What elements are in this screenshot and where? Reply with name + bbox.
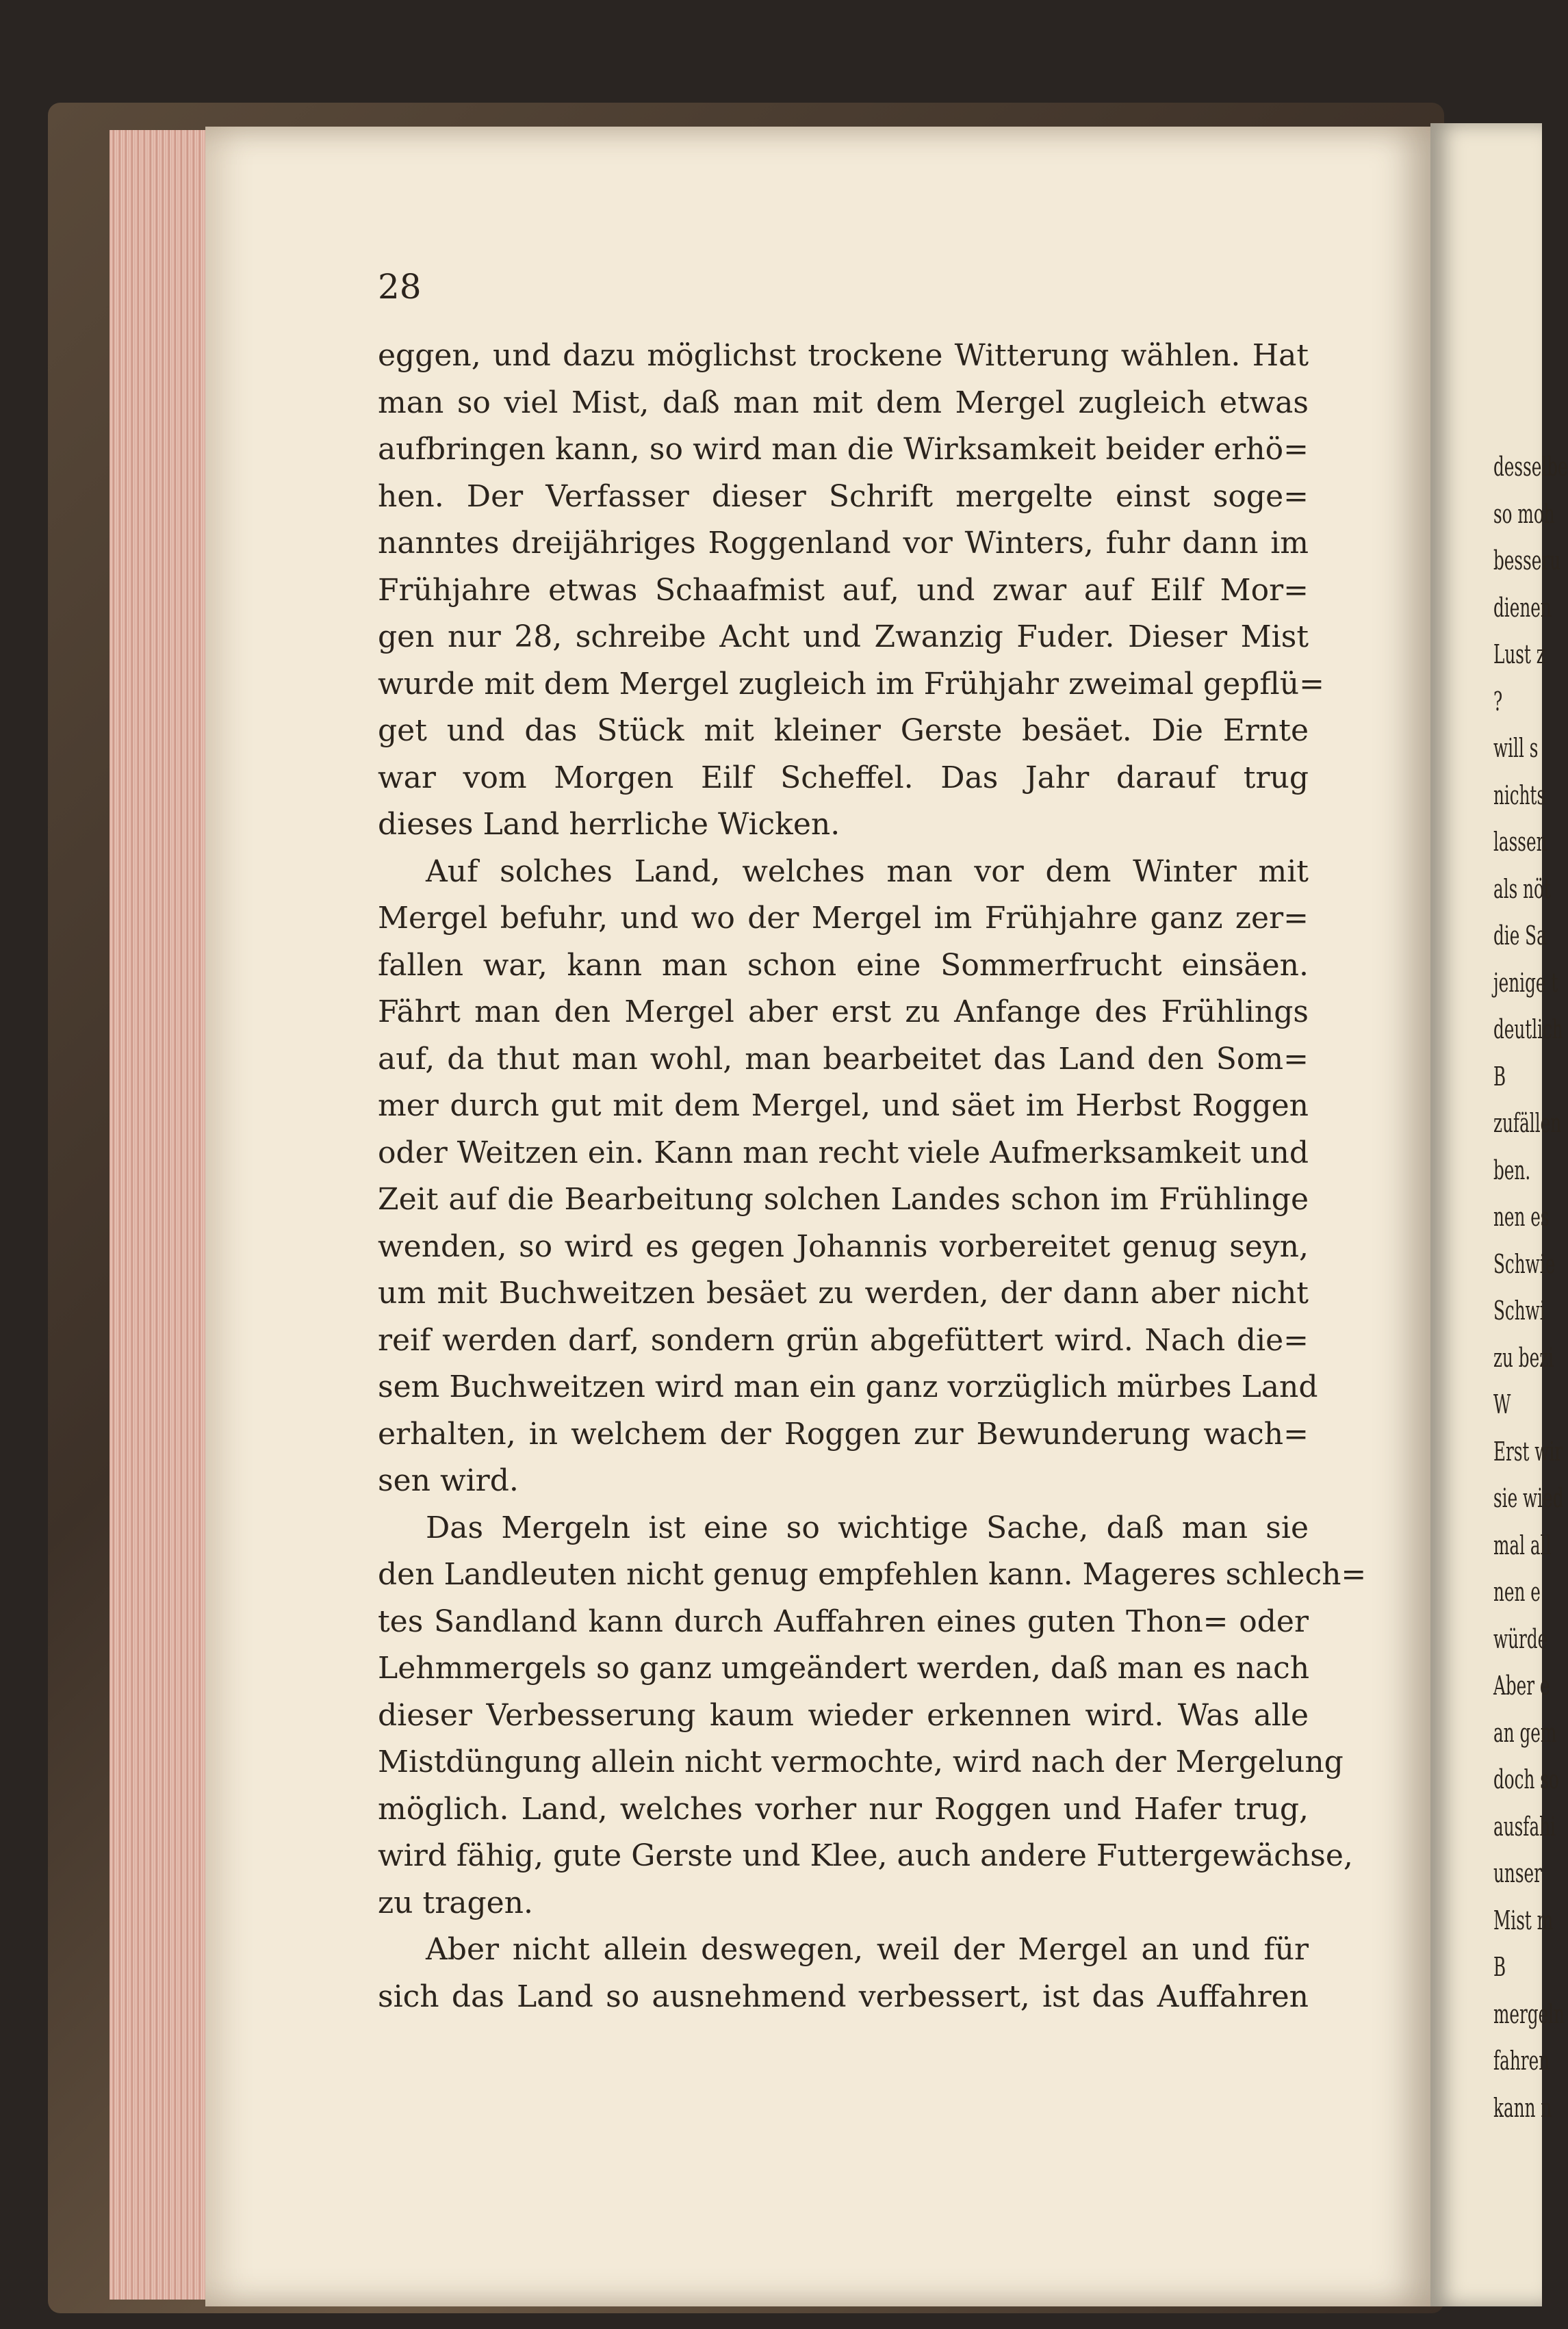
text-line: dieser Verbesserung kaum wieder erkennen wird. Was alle (378, 1697, 1309, 1733)
facing-page-fragment: nen e (1493, 1577, 1541, 1607)
text-line: get und das Stück mit kleiner Gerste besäet. Die Ernte (378, 713, 1309, 748)
text-line: den Landleuten nicht genug empfehlen kann. Mageres schlech= (378, 1557, 1367, 1592)
text-line: eggen, und dazu möglichst trockene Witterung wählen. Hat (378, 338, 1309, 373)
text-line: war vom Morgen Eilf Scheffel. Das Jahr darauf trug (378, 760, 1309, 795)
facing-page-fragment: fahren (1493, 2046, 1550, 2076)
facing-page-fragment: jenige t (1493, 967, 1558, 998)
text-line: reif werden darf, sondern grün abgefüttert wird. Nach die= (378, 1322, 1309, 1358)
facing-page-fragment: Aber e (1493, 1671, 1550, 1701)
facing-page-fragment: Schwie (1493, 1248, 1556, 1279)
text-line: hen. Der Verfasser dieser Schrift mergelte einst soge= (378, 478, 1309, 514)
text-line: Fährt man den Mergel aber erst zu Anfange des Frühlings (378, 994, 1309, 1029)
facing-page-fragment: Mist m (1493, 1905, 1554, 1935)
facing-page-fragment: besseru (1493, 545, 1561, 576)
facing-page-fragment: ? (1493, 686, 1503, 717)
facing-page-fragment: mal all (1493, 1530, 1552, 1560)
text-line: tes Sandland kann durch Auffahren eines guten Thon= oder (378, 1604, 1309, 1639)
facing-page-fragment: Schwi (1493, 1296, 1545, 1326)
facing-page-fragment: deutlich (1493, 1014, 1563, 1044)
text-line: aufbringen kann, so wird man die Wirksamkeit beider erhö= (378, 432, 1309, 467)
text-line: Mistdüngung allein nicht vermochte, wird nach der Mergelung (378, 1745, 1344, 1779)
text-line: mer durch gut mit dem Mergel, und säet im Herbst Roggen (378, 1088, 1309, 1123)
text-line: Auf solches Land, welches man vor dem Winter mit (426, 853, 1309, 889)
text-line: erhalten, in welchem der Roggen zur Bewunderung wach= (378, 1416, 1309, 1452)
facing-page-fragment: B (1493, 1061, 1506, 1092)
text-line: Lehmmergels so ganz umgeändert werden, daß man es nach (378, 1651, 1310, 1686)
facing-page-fragment: ben. (1493, 1155, 1531, 1185)
facing-page-fragment: dienen (1493, 592, 1552, 623)
text-line: wird fähig, gute Gerste und Klee, auch andere Futtergewächse, (378, 1838, 1353, 1873)
facing-page-fragment: sie wied (1493, 1483, 1564, 1513)
facing-page-fragment: an gem (1493, 1717, 1557, 1748)
facing-page-fragment: unser (1493, 1858, 1542, 1888)
facing-page-fragment: W (1493, 1389, 1511, 1419)
facing-page-fragment: würde (1493, 1623, 1548, 1654)
text-line: gen nur 28, schreibe Acht und Zwanzig Fuder. Dieser Mist (378, 619, 1309, 654)
text-line: oder Weitzen ein. Kann man recht viele Aufmerksamkeit und (378, 1135, 1309, 1170)
text-line: Zeit auf die Bearbeitung solchen Landes schon im Frühlinge (378, 1182, 1309, 1217)
text-line: zu tragen. (378, 1885, 533, 1920)
facing-page-fragment: doch so (1493, 1764, 1559, 1794)
facing-page-fragment: kann n (1493, 2092, 1552, 2123)
text-line: möglich. Land, welches vorher nur Roggen und Hafer trug, (378, 1791, 1309, 1827)
text-line: sem Buchweitzen wird man ein ganz vorzüglich mürbes Land (378, 1369, 1318, 1404)
facing-page-fragment: nichts (1493, 780, 1546, 810)
text-line: auf, da thut man wohl, man bearbeitet das Land den Som= (378, 1041, 1309, 1077)
text-line: um mit Buchweitzen besäet zu werden, der dann aber nicht (378, 1276, 1309, 1311)
facing-page (1430, 123, 1568, 2306)
text-line: fallen war, kann man schon eine Sommerfrucht einsäen. (378, 947, 1309, 983)
page-number: 28 (378, 267, 422, 307)
facing-page-fragment: ausfahi (1493, 1811, 1556, 1842)
facing-page-fragment: Lust z (1493, 639, 1545, 669)
facing-page-fragment: lassen (1493, 827, 1547, 857)
facing-page-fragment: zu bezi (1493, 1342, 1554, 1373)
facing-page-fragment: Erst wir (1493, 1436, 1563, 1467)
facing-page-fragment: B (1493, 1952, 1506, 1982)
text-line: dieses Land herrliche Wicken. (378, 807, 840, 842)
facing-page-fragment: will s (1493, 733, 1539, 763)
facing-page-fragment: nen es (1493, 1202, 1550, 1232)
page-text (378, 333, 1367, 2020)
text-line: wenden, so wird es gegen Johannis vorbereitet genug seyn, (378, 1228, 1309, 1264)
text-line: Aber nicht allein deswegen, weil der Mergel an und für (426, 1932, 1309, 1967)
text-line: Mergel befuhr, und wo der Mergel im Frühjahre ganz zer= (378, 901, 1309, 936)
text-line: sich das Land so ausnehmend verbessert, ist das Auffahren (378, 1979, 1309, 2014)
text-line: sen wird. (378, 1463, 519, 1498)
text-line: wurde mit dem Mergel zugleich im Frühjahr zweimal gepflü= (378, 666, 1324, 702)
facing-page-fragment: mergeln (1493, 1998, 1565, 2029)
facing-page-fragment: zufällen (1493, 1108, 1562, 1138)
text-line: nanntes dreijähriges Roggenland vor Winters, fuhr dann im (378, 526, 1309, 561)
facing-page-fragment: desselbe (1493, 452, 1568, 482)
text-line: Das Mergeln ist eine so wichtige Sache, daß man sie (426, 1510, 1309, 1545)
facing-page-fragment: so moh (1493, 498, 1555, 529)
text-line: man so viel Mist, daß man mit dem Mergel zugleich etwas (378, 385, 1309, 420)
facing-page-fragment: die Sa (1493, 921, 1547, 951)
facing-page-fragment: als nöt (1493, 873, 1551, 904)
text-line: Frühjahre etwas Schaafmist auf, und zwar auf Eilf Mor= (378, 572, 1309, 608)
